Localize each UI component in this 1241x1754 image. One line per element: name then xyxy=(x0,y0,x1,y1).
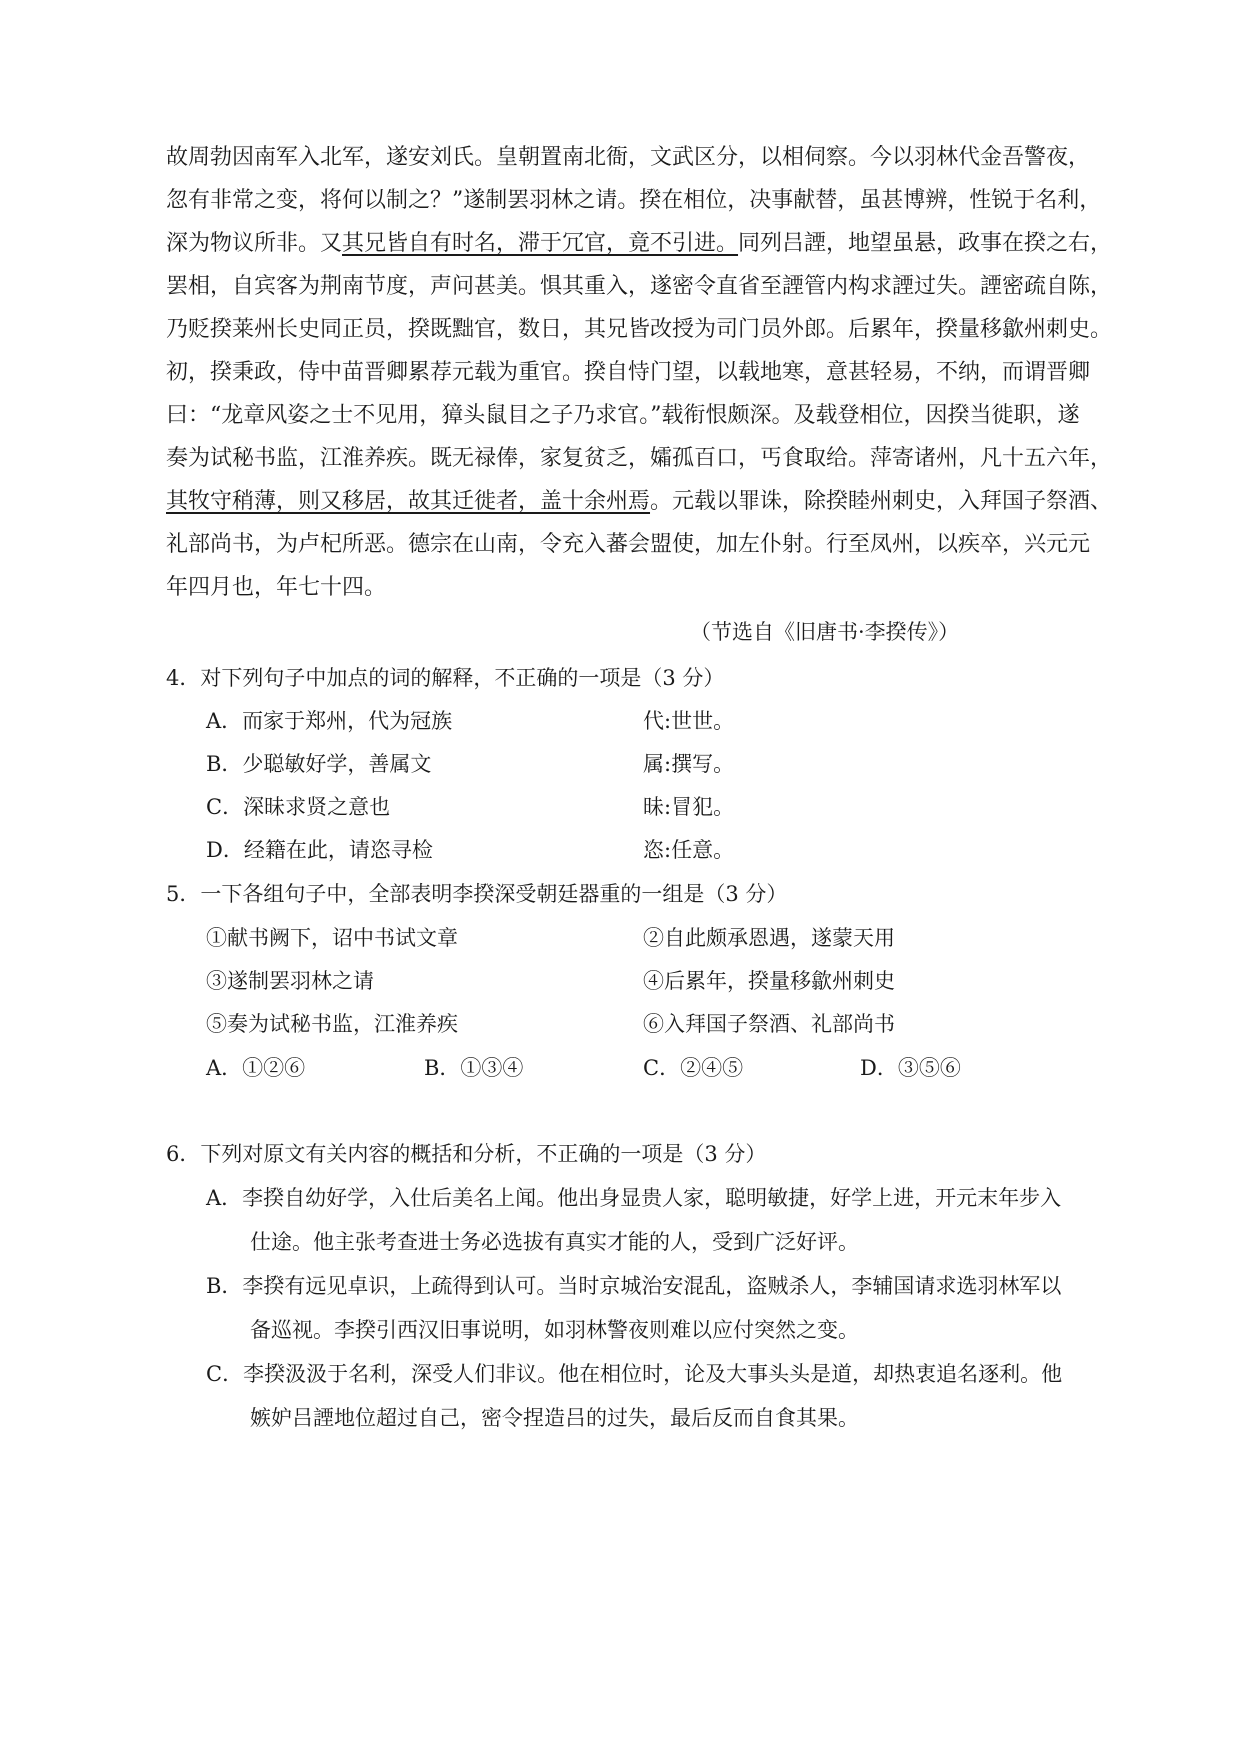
passage-line: 罢相，自宾客为荆南节度，声问甚美。惧其重入，遂密令直省至諲管内构求諲过失。諲密疏自陈， xyxy=(166,274,1113,299)
q6-option-c-line1: C．李揆汲汲于名利，深受人们非议。他在相位时，论及大事头头是道，却热衷追名逐利。他 xyxy=(206,1362,1063,1386)
passage-line: 乃贬揆莱州长史同正员，揆既黜官，数日，其兄皆改授为司门员外郎。后累年，揆量移歙州刺史。 xyxy=(166,317,1113,342)
passage-line: 礼部尚书，为卢杞所恶。德宗在山南，令充入蕃会盟使，加左仆射。行至凤州，以疾卒，兴元元 xyxy=(166,532,1091,557)
q5-item-6: ⑥入拜国子祭酒、礼部尚书 xyxy=(643,1012,895,1036)
q4-option-d-explanation: 恣:任意。 xyxy=(643,838,735,862)
question-4-stem: 4．对下列句子中加点的词的解释，不正确的一项是（3 分） xyxy=(166,666,725,690)
q6-option-c-line2: 嫉妒吕諲地位超过自己，密令捏造吕的过失，最后反而自食其果。 xyxy=(250,1406,859,1430)
q5-choice-b: B．①③④ xyxy=(424,1056,524,1080)
passage-line: 初，揆秉政，侍中苗晋卿累荐元载为重官。揆自恃门望，以载地寒，意甚轻易，不纳，而谓晋卿 xyxy=(166,360,1091,385)
q4-option-b: B．少聪敏好学，善属文 xyxy=(206,752,432,776)
q4-option-b-explanation: 属:撰写。 xyxy=(643,752,735,776)
q5-item-3: ③遂制罢羽林之请 xyxy=(206,969,374,993)
passage-line: 奏为试秘书监，江淮养疾。既无禄俸，家复贫乏，孀孤百口，丐食取给。萍寄诸州，凡十五六年， xyxy=(166,446,1113,471)
q5-item-1: ①献书阙下，诏中书试文章 xyxy=(206,926,458,950)
question-6-stem: 6．下列对原文有关内容的概括和分析，不正确的一项是（3 分） xyxy=(166,1142,767,1166)
q5-item-5: ⑤奏为试秘书监，江淮养疾 xyxy=(206,1012,458,1036)
q6-option-b-line2: 备巡视。李揆引西汉旧事说明，如羽林警夜则难以应付突然之变。 xyxy=(250,1318,859,1342)
q4-option-a: A．而家于郑州，代为冠族 xyxy=(206,709,453,733)
q4-option-c-explanation: 昧:冒犯。 xyxy=(643,795,735,819)
source-attribution: （节选自《旧唐书·李揆传》） xyxy=(690,620,960,644)
question-5-stem: 5．一下各组句子中，全部表明李揆深受朝廷器重的一组是（3 分） xyxy=(166,882,788,906)
underlined-sentence: 其牧守稍薄，则又移居，故其迁徙者，盖十余州焉 xyxy=(166,489,651,514)
passage-line: 深为物议所非。又其兄皆自有时名，滞于冗官，竟不引进。同列吕諲，地望虽悬，政事在揆之右， xyxy=(166,231,1113,256)
q6-option-a-line1: A．李揆自幼好学，入仕后美名上闻。他出身显贵人家，聪明敏捷，好学上进，开元末年步入 xyxy=(206,1186,1062,1210)
passage-line: 年四月也，年七十四。 xyxy=(166,575,387,600)
q6-option-a-line2: 仕途。他主张考查进士务必选拔有真实才能的人，受到广泛好评。 xyxy=(250,1230,859,1254)
q5-choice-a: A．①②⑥ xyxy=(206,1056,306,1080)
q5-item-2: ②自此颇承恩遇，遂蒙天用 xyxy=(643,926,895,950)
q6-option-b-line1: B．李揆有远见卓识，上疏得到认可。当时京城治安混乱，盗贼杀人，李辅国请求选羽林军以 xyxy=(206,1274,1062,1298)
passage-line: 其牧守稍薄，则又移居，故其迁徙者，盖十余州焉。元载以罪诛，除揆睦州刺史，入拜国子祭酒、 xyxy=(166,489,1113,514)
q4-option-d: D．经籍在此，请恣寻检 xyxy=(206,838,433,862)
q5-choice-d: D．③⑤⑥ xyxy=(860,1056,961,1080)
q5-item-4: ④后累年，揆量移歙州刺史 xyxy=(643,969,895,993)
passage-line: 曰：“龙章风姿之士不见用，獐头鼠目之子乃求官。”载衔恨颇深。及载登相位，因揆当徙职，遂 xyxy=(166,403,1080,428)
underlined-sentence: 其兄皆自有时名，滞于冗官，竟不引进。 xyxy=(342,231,739,256)
passage-line: 故周勃因南军入北军，遂安刘氏。皇朝置南北衙，文武区分，以相伺察。今以羽林代金吾警夜， xyxy=(166,145,1091,170)
q5-choice-c: C．②④⑤ xyxy=(643,1056,744,1080)
passage-line: 忽有非常之变，将何以制之？”遂制罢羽林之请。揆在相位，决事献替，虽甚博辨，性锐于名利， xyxy=(166,188,1102,213)
q4-option-a-explanation: 代:世世。 xyxy=(643,709,735,733)
q4-option-c: C．深昧求贤之意也 xyxy=(206,795,391,819)
